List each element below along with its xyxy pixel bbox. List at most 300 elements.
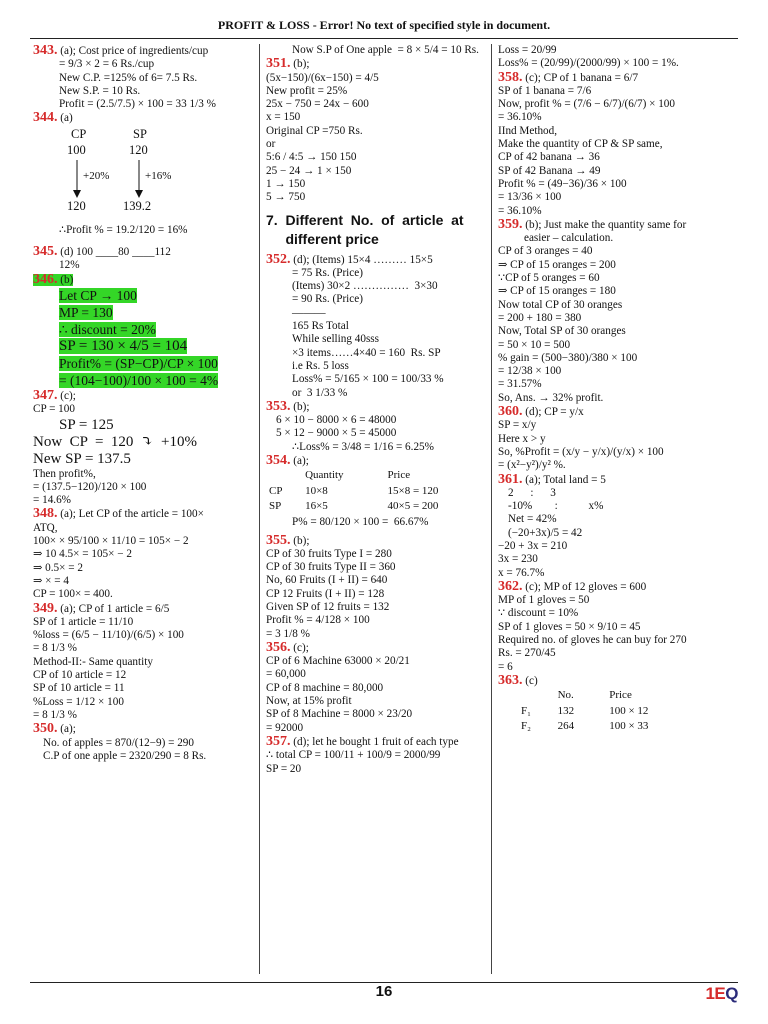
table-354-header: Price	[387, 469, 411, 482]
line-text: New S.P. = 10 Rs.	[59, 84, 141, 97]
line-text: Original CP =750 Rs.	[266, 124, 363, 137]
line-text: (d); (Items) 15×4 ……… 15×5	[290, 253, 433, 266]
solution-line	[266, 191, 490, 204]
line-text: Method-II:- Same quantity	[33, 655, 153, 668]
line-text: (b);	[290, 58, 310, 71]
table-354-cell: 15×8 = 120	[387, 484, 439, 497]
question-line	[33, 245, 257, 259]
solution-line	[33, 522, 257, 535]
table-363-cell: 132	[557, 704, 575, 717]
line-text: CP of 6 Machine 63000 × 20/21	[266, 655, 410, 668]
question-number: 360.	[498, 405, 523, 420]
solution-line	[33, 629, 257, 642]
line-text: (c);	[290, 641, 309, 654]
solution-line	[33, 562, 257, 575]
solution-line	[498, 365, 738, 378]
solution-line	[266, 360, 490, 373]
column-3	[498, 44, 738, 734]
solution-line	[266, 125, 490, 138]
solution-line	[33, 669, 257, 682]
solution-line	[498, 205, 738, 218]
solution-line	[33, 642, 257, 655]
line-text: ———	[292, 306, 326, 319]
solution-line	[33, 338, 257, 355]
solution-line	[498, 98, 738, 111]
line-text: = 92000	[266, 721, 304, 734]
solution-line	[498, 621, 738, 634]
table-363-header	[518, 688, 555, 703]
column-1-block-a	[33, 44, 257, 126]
table-363-cell: 100 × 12	[609, 704, 649, 717]
solution-line	[266, 138, 490, 151]
table-354-result: P% = 80/120 × 100 = 66.67%	[292, 516, 429, 529]
question-line	[266, 253, 490, 267]
solution-line	[266, 111, 490, 124]
solution-line	[498, 419, 738, 432]
line-text: (−20+3x)/5 = 42	[508, 526, 583, 539]
solution-line	[266, 178, 490, 191]
solution-line	[33, 616, 257, 629]
solution-line	[266, 708, 490, 721]
line-text: = 8 1/3 %	[33, 642, 77, 655]
line-text: (a);	[290, 455, 309, 468]
solution-line	[266, 293, 490, 306]
line-text: Now, Total SP of 30 oranges	[498, 325, 626, 338]
table-354-header: Quantity	[305, 469, 344, 482]
line-text: Net = 42%	[508, 513, 557, 526]
question-number: 351.	[266, 57, 291, 72]
line-text: = (104−100)/100 × 100 = 4%	[59, 372, 219, 388]
solution-line	[266, 628, 490, 641]
line-text: (d); CP = y/x	[522, 406, 584, 419]
line-text: While selling 40sss	[292, 333, 380, 346]
solution-line	[498, 57, 738, 70]
solution-line	[266, 427, 490, 440]
question-line	[33, 722, 257, 736]
table-354-header	[266, 468, 302, 483]
question-line	[266, 641, 490, 655]
solution-line	[498, 392, 738, 405]
line-text: Profit % = (49−36)/36 × 100	[498, 177, 627, 190]
line-text: -10% : x%	[508, 500, 604, 513]
line-text: x = 150	[266, 111, 301, 124]
line-text: (a); Cost price of ingredients/cup	[57, 45, 209, 57]
line-text: %Loss = 1/12 × 100	[33, 695, 124, 708]
table-363	[518, 688, 710, 734]
solution-line	[33, 372, 257, 389]
question-number: 356.	[266, 640, 291, 655]
page-header	[30, 18, 738, 39]
line-text: So, Ans. → 32% profit.	[498, 391, 604, 404]
solution-line	[33, 403, 257, 416]
line-text: = 13/36 × 100	[498, 191, 562, 204]
question-number: 353.	[266, 399, 291, 414]
column-divider	[491, 44, 492, 974]
line-text: SP of 1 gloves = 50 × 9/10 = 45	[498, 620, 641, 633]
solution-line	[33, 481, 257, 494]
solution-line	[498, 325, 738, 338]
line-text: (a); Let CP of the article = 100×	[57, 508, 204, 521]
line-text: SP of 10 article = 11	[33, 682, 125, 695]
solution-line	[266, 373, 490, 386]
cp-sp-diagram	[33, 126, 257, 228]
line-text: (d); let he bought 1 fruit of each type	[290, 735, 459, 748]
question-line	[33, 273, 257, 287]
line-text: 1 → 150	[266, 177, 306, 190]
question-number: 362.	[498, 579, 523, 594]
line-text: (a);	[57, 723, 76, 736]
line-text: ∴Loss% = 3/48 = 1/16 = 6.25%	[292, 440, 434, 453]
line-text: (b);	[290, 534, 310, 547]
question-number: 352.	[266, 252, 291, 267]
solution-line	[498, 259, 738, 272]
solution-line	[498, 245, 738, 258]
solution-line	[266, 267, 490, 280]
diagram-profit: ∴Profit % = 19.2/120 = 16%	[59, 223, 188, 236]
solution-line	[498, 178, 738, 191]
solution-line	[33, 588, 257, 601]
diagram-cp-label: CP	[71, 126, 87, 141]
line-text: = (x²−y²)/y² %.	[498, 459, 566, 472]
brand-logo	[705, 984, 738, 1004]
solution-line	[498, 299, 738, 312]
line-text: CP of 3 oranges = 40	[498, 245, 593, 258]
solution-line	[33, 548, 257, 561]
line-text: SP of 1 banana = 7/6	[498, 84, 592, 97]
question-line	[498, 405, 738, 419]
solution-line	[498, 540, 738, 553]
line-text: −20 + 3x = 210	[498, 539, 568, 552]
line-text: or 3 1/33 %	[292, 386, 348, 399]
line-text: Here x > y	[498, 432, 546, 445]
line-text: No. of apples = 870/(12−9) = 290	[43, 736, 194, 749]
section-heading: 7. Different No. of article at different price	[266, 211, 464, 247]
line-text: (d) 100 ____80 ____112	[57, 246, 171, 259]
line-text: 25 − 24 → 1 × 150	[266, 164, 352, 177]
header-title: PROFIT & LOSS - Error! No text of specified style in document.	[217, 18, 551, 32]
column-divider	[259, 44, 260, 974]
solution-line	[33, 468, 257, 481]
line-text: 6 × 10 − 8000 × 6 = 48000	[276, 414, 397, 427]
line-text: Now total CP of 30 oranges	[498, 298, 623, 311]
solution-line	[266, 655, 490, 668]
solution-line	[266, 414, 490, 427]
line-text: Required no. of gloves he can buy for 270	[498, 634, 687, 647]
line-text: Profit% = (SP−CP)/CP × 100	[59, 355, 218, 371]
line-text: SP = x/y	[498, 419, 537, 432]
solution-line	[33, 656, 257, 669]
column-2-block-b	[266, 253, 490, 469]
line-text: ⇒ × = 4	[33, 574, 69, 587]
solution-line	[498, 433, 738, 446]
table-363-header: Price	[609, 689, 632, 702]
line-text: CP of 42 banana → 36	[498, 151, 600, 164]
line-text: Now CP = 120 ⤵ +10%	[33, 433, 197, 450]
line-text: 25x − 750 = 24x − 600	[266, 98, 369, 111]
line-text: (5x−150)/(6x−150) = 4/5	[266, 71, 379, 84]
solution-line	[266, 85, 490, 98]
line-text: or	[266, 138, 276, 151]
solution-line	[498, 513, 738, 526]
line-text: ATQ,	[33, 521, 58, 534]
question-number: 347.	[33, 388, 58, 403]
solution-line	[498, 378, 738, 391]
line-text: (b)	[57, 273, 74, 286]
diagram-sp-start: 120	[129, 142, 148, 157]
line-text: = 31.57%	[498, 378, 542, 391]
line-text: 100× × 95/100 × 11/10 = 105× − 2	[33, 535, 189, 548]
table-363-cell: 100 × 33	[609, 719, 649, 732]
question-line	[33, 602, 257, 616]
line-text: 5:6 / 4:5 → 150 150	[266, 151, 357, 164]
solution-line	[498, 191, 738, 204]
solution-line	[498, 487, 738, 500]
line-text: CP of 8 machine = 80,000	[266, 681, 384, 694]
solution-line	[498, 44, 738, 57]
line-text: = 36.10%	[498, 204, 542, 217]
solution-line	[266, 668, 490, 681]
solution-line	[266, 548, 490, 561]
solution-line	[266, 574, 490, 587]
solution-line	[498, 567, 738, 580]
question-line	[498, 580, 738, 594]
table-363-cell: F₁	[521, 704, 531, 717]
question-number: 348.	[33, 507, 58, 522]
solution-line	[498, 111, 738, 124]
solution-line	[33, 355, 257, 372]
solution-line	[266, 588, 490, 601]
diagram-cp-pct: +20%	[83, 169, 110, 182]
line-text: Given SP of 12 fruits = 132	[266, 600, 390, 613]
solution-line	[498, 459, 738, 472]
solution-line	[266, 98, 490, 111]
solution-line	[33, 72, 257, 85]
solution-line	[266, 72, 490, 85]
question-number: 357.	[266, 734, 291, 749]
column-3-block-a	[498, 44, 738, 688]
line-text: (b); Just make the quantity same for	[522, 218, 687, 231]
line-text: Then profit%,	[33, 467, 96, 480]
line-text: Now, at 15% profit	[266, 695, 352, 708]
question-line	[266, 400, 490, 414]
diagram-sp-end: 139.2	[123, 198, 152, 213]
solution-line	[33, 750, 257, 763]
line-text: = 50 × 10 = 500	[498, 338, 571, 351]
line-text: ∵ discount = 10%	[498, 607, 579, 620]
page-number: 16	[375, 983, 393, 1000]
line-text: CP 12 Fruits (I + II) = 128	[266, 587, 385, 600]
line-text: ⇒ CP of 15 oranges = 200	[498, 258, 616, 271]
question-number: 359.	[498, 217, 523, 232]
solution-line	[33, 287, 257, 304]
solution-line	[498, 352, 738, 365]
solution-line	[498, 553, 738, 566]
line-text: = 200 + 180 = 380	[498, 311, 582, 324]
line-text: 5 → 750	[266, 191, 306, 204]
line-text: CP of 30 fruits Type I = 280	[266, 547, 392, 560]
line-text: = 90 Rs. (Price)	[292, 293, 363, 306]
line-text: ∵CP of 5 oranges = 60	[498, 272, 600, 285]
solution-line	[498, 85, 738, 98]
line-text: = 14.6%	[33, 494, 72, 507]
solution-line	[33, 321, 257, 338]
solution-line	[498, 661, 738, 674]
solution-line	[266, 441, 490, 454]
table-354-cell: SP	[269, 499, 282, 512]
line-text: = 3 1/8 %	[266, 627, 310, 640]
line-text: Now S.P of One apple = 8 × 5/4 = 10 Rs.	[292, 44, 479, 56]
table-363-cell: F₂	[521, 719, 531, 732]
line-text: SP = 130 × 4/5 = 104	[59, 337, 188, 354]
question-number: 355.	[266, 533, 291, 548]
solution-line	[498, 634, 738, 647]
column-1	[33, 44, 257, 763]
line-text: = 8 1/3 %	[33, 708, 77, 721]
question-number: 354.	[266, 454, 291, 469]
question-line	[266, 454, 490, 468]
line-text: SP = 125	[59, 416, 114, 433]
line-text: x = 76.7%	[498, 566, 545, 579]
diagram-sp-label: SP	[133, 126, 147, 141]
line-text: ⇒ 0.5× = 2	[33, 561, 83, 574]
table-354-cell: 40×5 = 200	[387, 499, 439, 512]
line-text: No, 60 Fruits (I + II) = 640	[266, 574, 388, 587]
solution-line	[498, 312, 738, 325]
question-line	[33, 389, 257, 403]
solution-line	[498, 607, 738, 620]
line-text: (b);	[290, 400, 310, 413]
solution-line	[266, 763, 490, 776]
line-text: = 60,000	[266, 668, 306, 681]
line-text: New C.P. =125% of 6= 7.5 Rs.	[59, 71, 198, 84]
line-text: Profit % = 4/128 × 100	[266, 614, 370, 627]
solution-line	[266, 333, 490, 346]
line-text: (a); Total land = 5	[522, 473, 606, 486]
line-text: 3x = 230	[498, 553, 538, 566]
solution-line	[33, 58, 257, 71]
solution-line	[266, 307, 490, 320]
table-363-cell: 264	[557, 719, 575, 732]
line-text: IInd Method,	[498, 124, 558, 137]
line-text: So, %Profit = (x/y − y/x)/(y/x) × 100	[498, 445, 664, 458]
table-354-cell: 16×5	[305, 499, 328, 512]
solution-line	[33, 304, 257, 321]
solution-line	[266, 151, 490, 164]
line-text: SP = 20	[266, 762, 302, 775]
solution-line	[498, 594, 738, 607]
question-number: 346.	[33, 272, 58, 287]
line-text: (c); CP of 1 banana = 6/7	[522, 71, 639, 84]
solution-line	[266, 749, 490, 762]
line-text: (Items) 30×2 …………… 3×30	[292, 280, 438, 293]
table-354	[266, 468, 490, 514]
solution-line	[33, 682, 257, 695]
question-line	[33, 507, 257, 521]
line-text: C.P of one apple = 2320/290 = 8 Rs.	[43, 749, 207, 762]
line-text: SP of 42 Banana → 49	[498, 164, 601, 177]
solution-line	[266, 601, 490, 614]
line-text: %loss = (6/5 − 11/10)/(6/5) × 100	[33, 629, 184, 642]
question-line	[33, 44, 257, 58]
line-text: CP = 100	[33, 403, 75, 416]
line-text: = (137.5−120)/120 × 100	[33, 480, 147, 493]
line-text: ×3 items……4×40 = 160 Rs. SP	[292, 346, 441, 359]
line-text: = 9/3 × 2 = 6 Rs./cup	[59, 58, 155, 71]
solution-line	[498, 527, 738, 540]
line-text: MP = 130	[59, 304, 113, 320]
line-text: Profit = (2.5/7.5) × 100 = 33 1/3 %	[59, 98, 216, 111]
solution-line	[33, 696, 257, 709]
line-text: New profit = 25%	[266, 84, 348, 97]
question-line	[33, 111, 257, 125]
question-number: 350.	[33, 722, 58, 737]
line-text: (c)	[522, 674, 538, 687]
line-text: Loss = 20/99	[498, 44, 557, 56]
line-text: SP of 8 Machine = 8000 × 23/20	[266, 708, 413, 721]
question-line	[266, 57, 490, 71]
line-text: CP of 30 fruits Type II = 360	[266, 561, 396, 574]
question-line	[266, 534, 490, 548]
diagram-arrows	[33, 126, 233, 206]
question-number: 349.	[33, 601, 58, 616]
line-text: i.e Rs. 5 loss	[292, 359, 349, 372]
line-text: 12%	[59, 259, 80, 272]
solution-line	[33, 259, 257, 272]
line-text: (c);	[57, 389, 76, 402]
solution-line	[266, 320, 490, 333]
solution-line	[33, 451, 257, 468]
line-text: Loss% = 5/165 × 100 = 100/33 %	[292, 373, 444, 386]
solution-line	[33, 417, 257, 434]
question-line	[498, 674, 738, 688]
table-354-cell: 10×8	[305, 484, 328, 497]
line-text: CP = 100× = 400.	[33, 588, 113, 601]
line-text: easier – calculation.	[524, 232, 614, 245]
solution-line	[33, 737, 257, 750]
diagram-sp-pct: +16%	[145, 169, 172, 182]
diagram-cp-start: 100	[67, 142, 86, 157]
solution-line	[498, 165, 738, 178]
question-number: 343.	[33, 44, 58, 58]
line-text: 5 × 12 − 9000 × 5 = 45000	[276, 427, 397, 440]
solution-line	[266, 347, 490, 360]
solution-line	[498, 339, 738, 352]
question-number: 358.	[498, 70, 523, 85]
column-2-block-c	[266, 534, 490, 776]
question-line	[498, 71, 738, 85]
column-2	[266, 44, 490, 776]
line-text: = 36.10%	[498, 111, 542, 124]
diagram-cp-end: 120	[67, 198, 86, 213]
logo-part-b: Q	[725, 984, 738, 1003]
solution-line	[266, 682, 490, 695]
question-line	[498, 473, 738, 487]
line-text: = 6	[498, 660, 513, 673]
line-text: ∴ total CP = 100/11 + 100/9 = 2000/99	[266, 749, 441, 762]
solution-line	[266, 280, 490, 293]
solution-line	[498, 446, 738, 459]
line-text: 165 Rs Total	[292, 320, 349, 333]
line-text: Rs. = 270/45	[498, 647, 556, 660]
line-text: ⇒ 10 4.5× = 105× − 2	[33, 548, 132, 561]
solution-line	[266, 561, 490, 574]
solution-line	[266, 387, 490, 400]
line-text: ∴ discount = 20%	[59, 321, 156, 337]
solution-line	[498, 125, 738, 138]
table-363-header: No.	[557, 689, 574, 702]
question-line	[266, 735, 490, 749]
line-text: Let CP → 100	[59, 287, 137, 303]
